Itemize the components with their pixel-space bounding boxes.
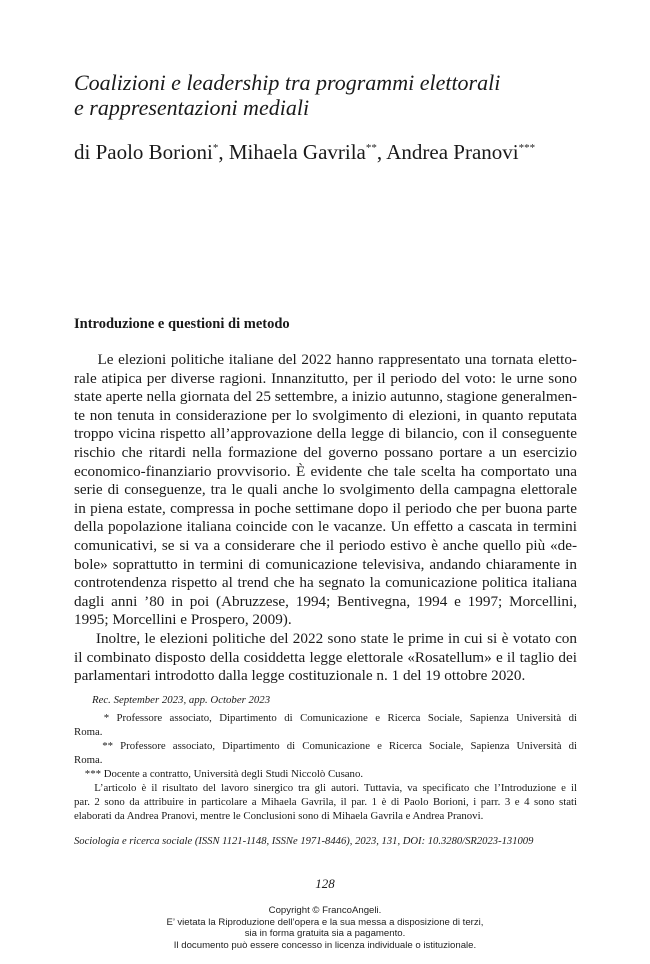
footnote-marker: * — [212, 142, 219, 154]
body-line: rischio che ritardi nella formazione del governo possano portare a un esercizio — [74, 443, 577, 461]
body-line: parlamentari introdotto dalla legge costituzionale n. 1 del 19 ottobre 2020. — [74, 667, 526, 685]
body-line: 1995; Morcellini e Prospero, 2009). — [74, 611, 292, 629]
copyright-line: Copyright © FrancoAngeli. — [268, 905, 382, 916]
body-line: in piena estate, compressa in poche settimane dopo il periodo che per buona parte — [74, 499, 577, 517]
footnote-line: Roma. — [74, 754, 103, 766]
footnote-line: Roma. — [74, 726, 103, 738]
footnote-line: elaborati da Andrea Pranovi, mentre le Conclusioni sono di Mihaela Gavrila e Andrea Pranovi. — [74, 810, 484, 822]
body-line: serie di conseguenze, tra le quali anche lo svolgimento della campagna elettorale — [74, 481, 577, 499]
copyright-line: E’ vietata la Riproduzione dell’opera e la sua messa a disposizione di terzi, — [166, 916, 484, 928]
body-line: rale atipica per diverse ragioni. Innanzitutto, per il periodo del voto: le urne sono — [74, 369, 577, 387]
copyright-line: sia in forma gratuita sia a pagamento. — [244, 928, 406, 940]
footnote-marker: *** — [518, 142, 536, 154]
body-line: Inoltre, le elezioni politiche del 2022 sono state le prime in cui si è votato con — [74, 629, 577, 647]
copyright-line: Il documento può essere concesso in licenza individuale o istituzionale. — [173, 940, 477, 952]
footnote-line: L’articolo è il risultato del lavoro sinergico tra gli autori. Tuttavia, va specificato che l’Introduzione e il — [74, 782, 577, 794]
footnotes — [74, 693, 577, 823]
author-name: Andrea Pranovi — [386, 140, 519, 164]
footnote-line: * Professore associato, Dipartimento di Comunicazione e Ricerca Sociale, Sapienza Università di — [74, 712, 577, 724]
body-line: te non tenuta in considerazione per lo svolgimento di elezioni, in quanto reputata — [74, 406, 577, 424]
page-number: 128 — [315, 876, 335, 891]
article-title — [74, 70, 594, 120]
body-line: economico-finanziario provvisorio. È evidente che tale scelta ha comportato una — [74, 462, 577, 480]
received-date: Rec. September 2023, app. October 2023 — [92, 694, 271, 706]
copyright-notice — [0, 905, 650, 952]
body-line: della popolazione italiana coincide con le vacanze. Un effetto a cascata in termini — [74, 518, 577, 536]
author-name: Paolo Borioni — [95, 140, 213, 164]
author-prefix: di — [74, 140, 96, 164]
author-line — [74, 140, 535, 165]
body-line: comunicativi, se si va a considerare che il periodo estivo è anche quello più «de- — [74, 536, 577, 554]
body-line: dagli anni ’80 in poi (Abruzzese, 1994; Bentivegna, 1994 e 1997; Morcellini, — [74, 592, 577, 610]
footnote-marker: ** — [365, 142, 377, 154]
section-heading: Introduzione e questioni di metodo — [74, 316, 290, 332]
footnote-line: *** Docente a contratto, Università degli Studi Niccolò Cusano. — [74, 768, 364, 780]
author-name: Mihaela Gavrila — [228, 140, 366, 164]
body-line: troppo vicina rispetto all’approvazione della legge di bilancio, con il conseguente — [74, 425, 577, 443]
footnote-line: par. 2 sono da attribuire in particolare a Mihaela Gavrila, il par. 1 è di Paolo Borioni, i parr. 3 e 4 sono stati — [74, 796, 577, 808]
body-line: controtendenza rispetto al trend che ha segnato la comunicazione politica italiana — [74, 574, 577, 592]
author-separator: , — [376, 140, 387, 164]
body-line: il combinato disposto della cosiddetta legge elettorale «Rosatellum» e il taglio dei — [74, 648, 577, 666]
body-line: state aperte nella giornata del 25 settembre, a inizio autunno, stagione generalmen- — [74, 388, 577, 406]
journal-citation: Sociologia e ricerca sociale (ISSN 1121-1148, ISSNe 1971-8446), 2023, 131, DOI: 10.3280/SR2023-131009 — [74, 836, 534, 847]
article-title-line: e rappresentazioni mediali — [74, 95, 310, 120]
body-line: bole» soprattutto in termini di comunicazione televisiva, andando chiaramente in — [74, 555, 577, 573]
footnote-line: ** Professore associato, Dipartimento di Comunicazione e Ricerca Sociale, Sapienza Università di — [74, 740, 577, 752]
body-text — [74, 351, 577, 686]
article-title-line: Coalizioni e leadership tra programmi elettorali — [74, 70, 501, 95]
body-line: Le elezioni politiche italiane del 2022 hanno rappresentato una tornata eletto- — [74, 351, 577, 368]
author-separator: , — [218, 140, 229, 164]
